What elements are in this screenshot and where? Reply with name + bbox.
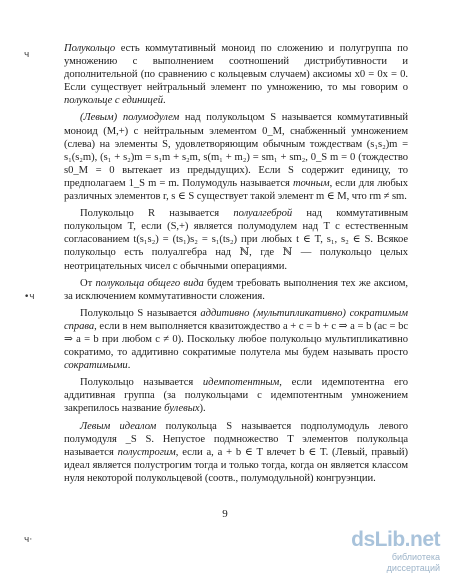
paragraph — [64, 376, 408, 415]
emphasized-term: идемпотентным — [202, 377, 280, 389]
emphasized-term: булевых — [164, 403, 200, 415]
watermark[interactable] — [340, 529, 440, 574]
text-run: Полукольцо R называется — [80, 208, 234, 220]
paragraph — [64, 111, 408, 203]
text-run: ). — [199, 403, 206, 415]
paragraph — [64, 207, 408, 272]
emphasized-term: Полукольцо — [64, 43, 116, 54]
text-run: , если a, a + b ∈ T влечет b ∈ T. (Левый, правый) идеал является полустрогим тогда и только тогда, когда он является классом нуля некоторой полукольцевой (соотв., полумодульной) конгруэнции. — [64, 446, 408, 484]
text-run: . — [162, 95, 166, 107]
watermark-logo[interactable]: dsLib.net — [351, 528, 440, 551]
margin-mark: ч — [24, 50, 30, 60]
emphasized-term: полустрогим — [117, 446, 176, 458]
text-run: Полукольцо S называется — [80, 307, 201, 319]
emphasized-term: полукольца общего вида — [95, 277, 204, 289]
text-run: полукольца S называется подполумодуль левого полумодуля _S S. Непустое подмножество T элементов полукольца называется — [64, 420, 408, 458]
paragraph — [64, 307, 408, 372]
margin-mark: •ч — [24, 292, 35, 302]
text-run: , если в нем выполняется квазитождество a + c = b + c ⇒ a = b (ac = bc ⇒ a = b при любом c ≠ 0). Поскольку любое полукольцо мультипликативно сократимо, то аддитивно сократимые полутела мы будем называть просто — [64, 320, 408, 359]
text-run: От — [80, 277, 96, 289]
text-run: будем требовать выполнения тех же аксиом, за исключением коммутативности сложения. — [64, 277, 408, 302]
text-run: над полукольцом S называется коммутативный моноид (M,+) с нейтральным элементом 0_M, снабженный умножением (слева) на элементы S, удовлетворяющим обычным тождествам (s₁s₂)m = s₁(s₂m), (s₁ + s₂)m = s₁m + s₂m, s(m₁ + m₂) = sm₁ + sm₂, 0_S m = 0 (тождество s0_M = 0 вытекает из предыдущих). Если S содержит единицу, то предполагаем 1_S m = m. Полумодуль называется — [64, 112, 408, 189]
text-run: есть коммутативный моноид по сложению и полугруппа по умножению с выполнением соотношений дистрибутивности и дополнительной (по сравнению с кольцевым случаем) аксиомы x0 = 0x = 0. Если существует нейтральный элемент по умножению, то мы говорим о — [64, 43, 408, 94]
text-run: Полукольцо называется — [80, 377, 203, 389]
paragraph — [64, 42, 408, 107]
body-text — [64, 42, 408, 489]
paragraph — [64, 277, 408, 303]
page-number: 9 — [222, 508, 228, 520]
emphasized-term: полукольце с единицей — [64, 95, 163, 107]
emphasized-term: точным — [292, 177, 330, 189]
watermark-subtitle: библиотека диссертаций — [386, 552, 440, 573]
emphasized-term: Левым идеалом — [80, 420, 157, 432]
margin-mark: ч· — [24, 535, 33, 545]
text-run: . — [127, 360, 131, 372]
emphasized-term: полуалгеброй — [233, 208, 293, 220]
text-run: , если для любых различных элементов r, s ∈ S существует такой элемент m ∈ M, что rm ≠ sm. — [64, 177, 408, 203]
text-run: , если идемпотентна его аддитивная группа (за полукольцами с идемпотентным умножением закрепилось название — [64, 377, 408, 415]
text-run: над коммутативным полукольцом T, если (S,+) является полумодулем над T с естественным согласованием t(s₁s₂) = (ts₁)s₂ = s₁(ts₂) при любых t ∈ T, s₁, s₂ ∈ S. Всякое полукольцо есть полуалгебра над ℕ, где ℕ — полукольцо целых неотрицательных чисел с обычными операциями. — [64, 208, 409, 272]
emphasized-term: аддитивно (мультипликативно) сократимым справа — [64, 307, 409, 332]
paragraph — [64, 420, 408, 485]
emphasized-term: сократимыми — [64, 360, 128, 372]
emphasized-term: (Левым) полумодулем — [80, 112, 180, 124]
